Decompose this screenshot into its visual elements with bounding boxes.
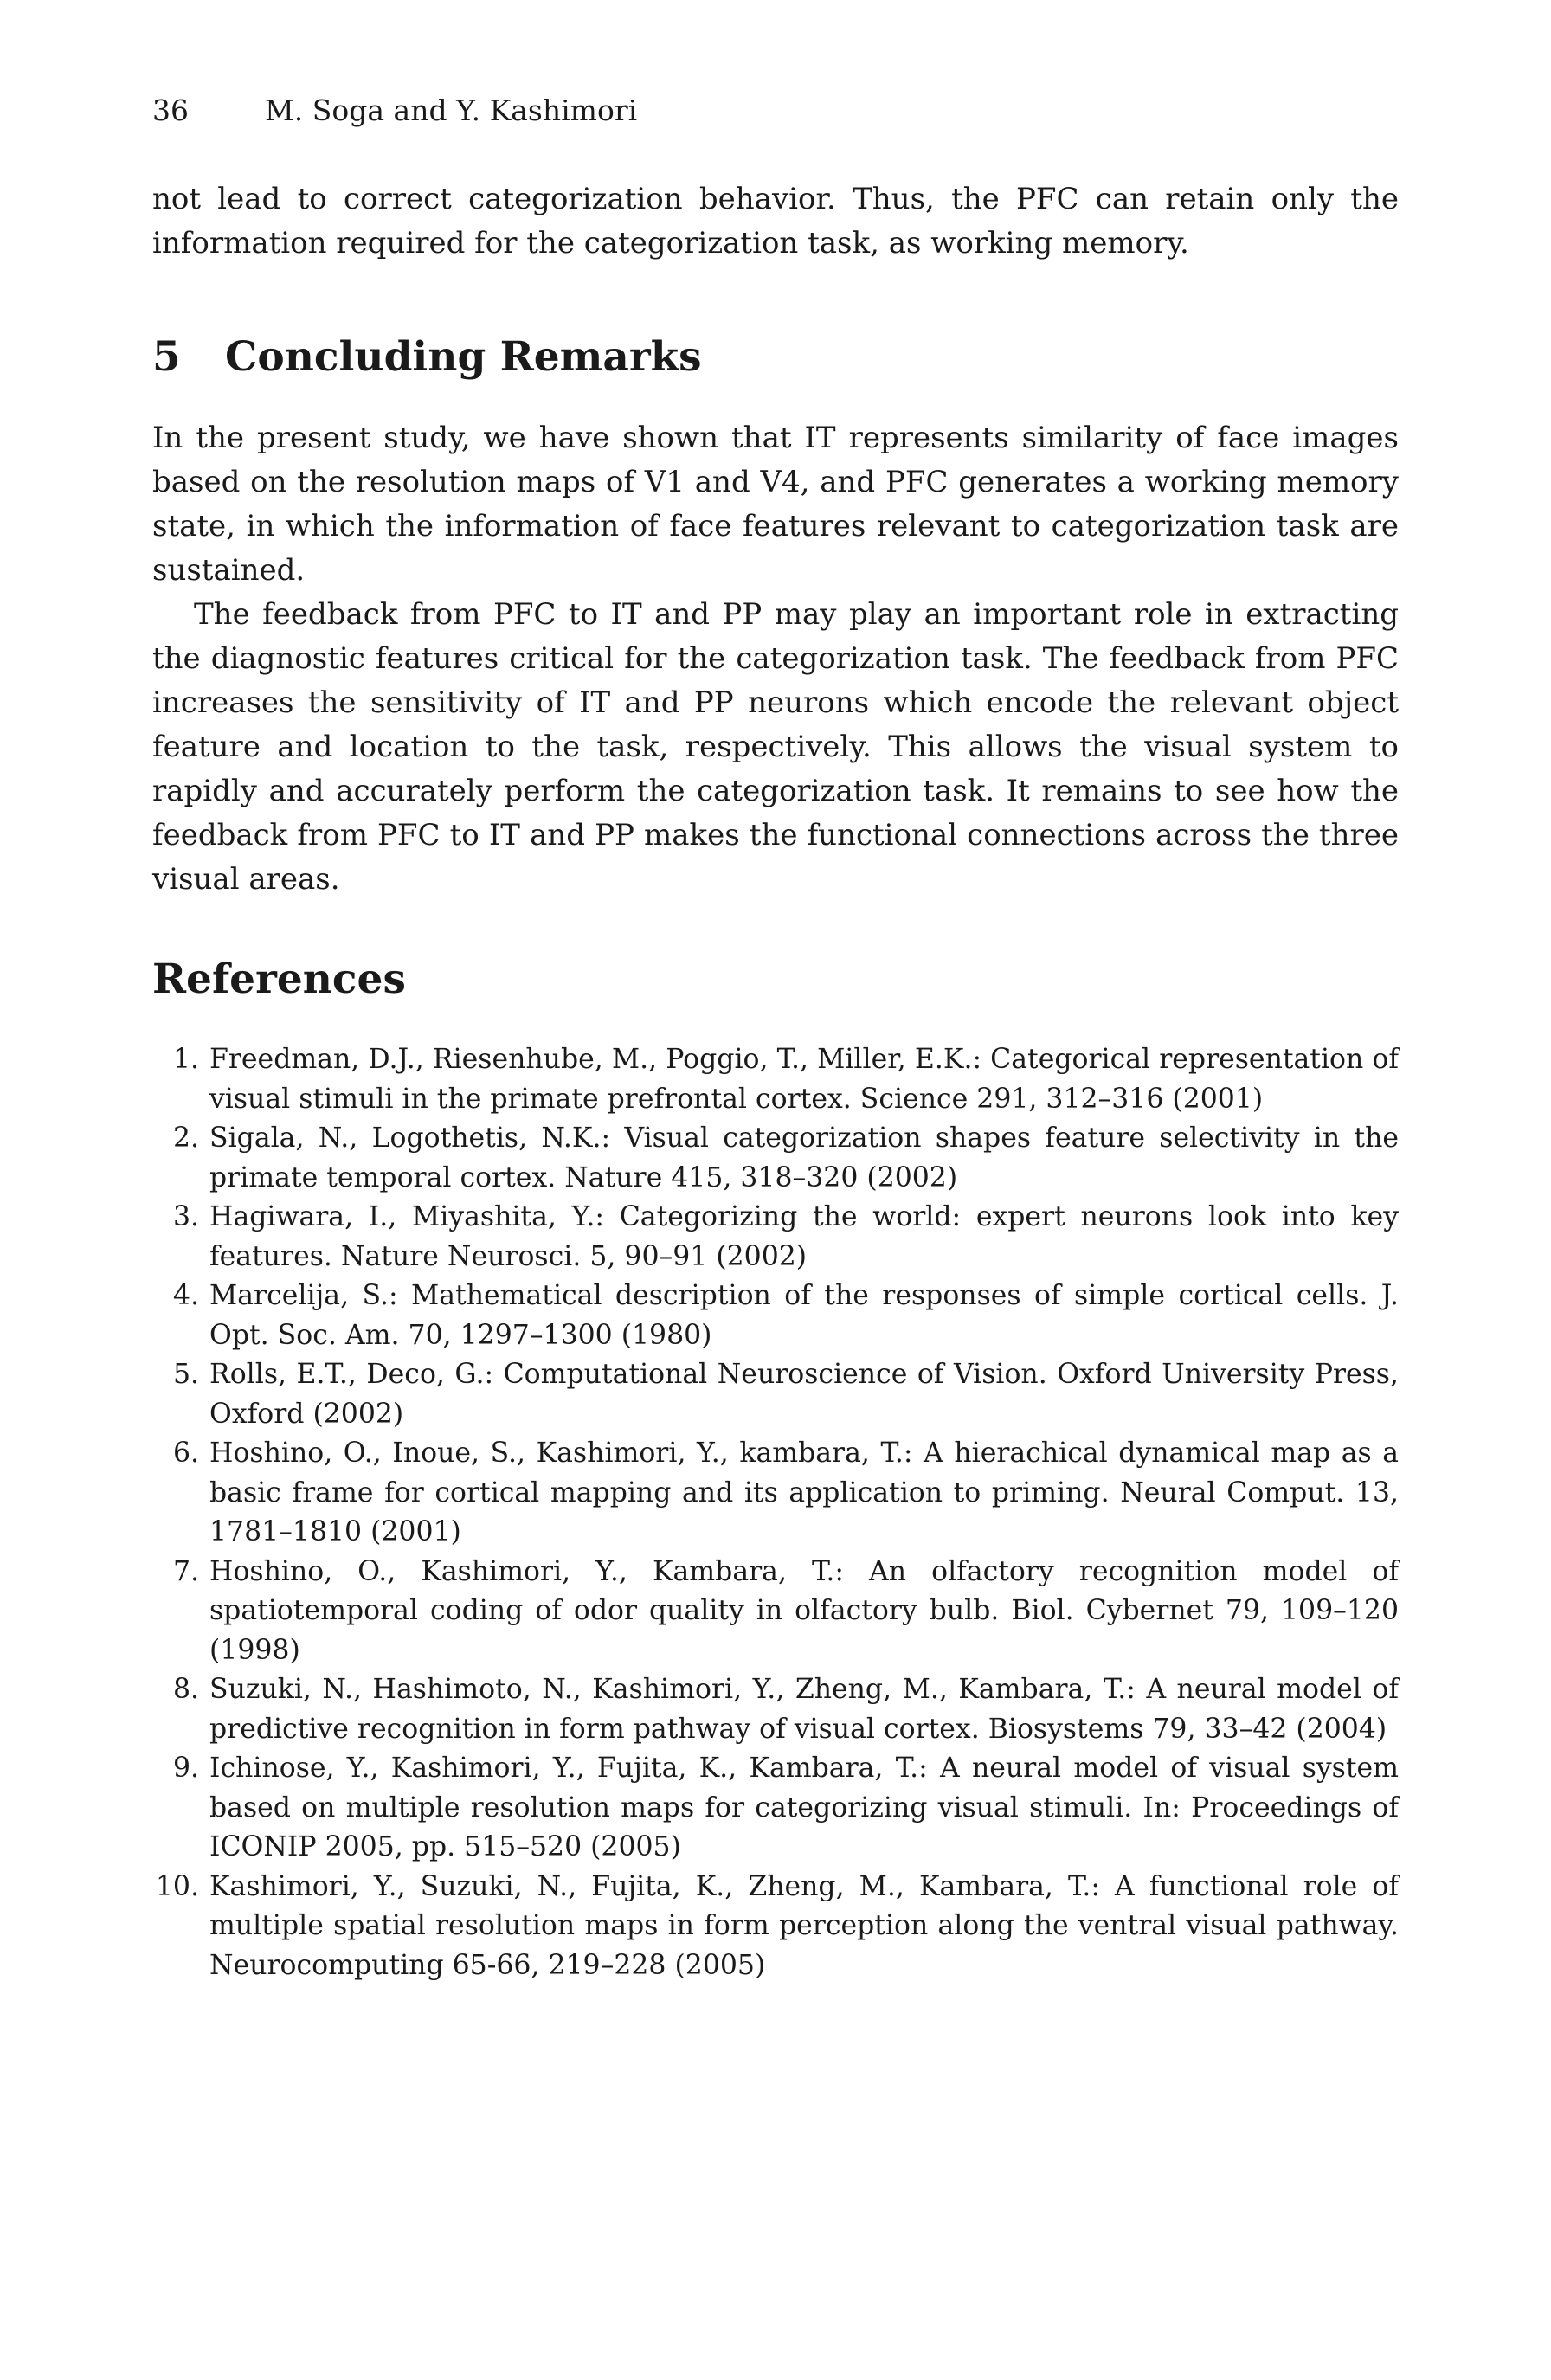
section-heading: [152, 331, 1399, 383]
reference-item: [152, 1198, 1399, 1277]
reference-text: Rolls, E.T., Deco, G.: Computational Neuroscience of Vision. Oxford University Press, Oxford (2002): [209, 1359, 1399, 1430]
body-paragraph: The feedback from PFC to IT and PP may play an important role in extracting the diagnostic features critical for the categorization task. The feedback from PFC increases the sensitivity of IT and PP neurons which encode the relevant object feature and location to the task, respectively. This allows the visual system to rapidly and accurately perform the categorization task. It remains to see how the feedback from PFC to IT and PP makes the functional connections across the three visual areas.: [152, 597, 1399, 897]
reference-item: [152, 1670, 1399, 1749]
reference-item: [152, 1355, 1399, 1434]
section-title: Concluding Remarks: [225, 333, 702, 381]
reference-item: [152, 1749, 1399, 1868]
reference-number: 9.: [172, 1753, 199, 1784]
reference-text: Hoshino, O., Kashimori, Y., Kambara, T.: An olfactory recognition model of spatiotemporal coding of odor quality in olfactory bulb. Biol. Cybernet 79, 109–120 (1998): [209, 1555, 1399, 1666]
running-head-authors: M. Soga and Y. Kashimori: [265, 93, 638, 127]
reference-text: Kashimori, Y., Suzuki, N., Fujita, K., Zheng, M., Kambara, T.: A functional role of multiple spatial resolution maps in form perception along the ventral visual pathway. Neurocomputing 65-66, 219–228 (2005): [209, 1870, 1399, 1981]
body-paragraph: In the present study, we have shown that IT represents similarity of face images based on the resolution maps of V1 and V4, and PFC generates a working memory state, in which the information of face features relevant to categorization task are sustained.: [152, 421, 1399, 588]
reference-item: [152, 1434, 1399, 1553]
reference-item: [152, 1119, 1399, 1198]
reference-text: Hoshino, O., Inoue, S., Kashimori, Y., kambara, T.: A hierachical dynamical map as a basic frame for cortical mapping and its application to priming. Neural Comput. 13, 1781–1810 (2001): [209, 1438, 1399, 1547]
reference-text: Freedman, D.J., Riesenhube, M., Poggio, T., Miller, E.K.: Categorical representation of visual stimuli in the primate prefrontal cortex. Science 291, 312–316 (2001): [209, 1044, 1399, 1115]
reference-text: Sigala, N., Logothetis, N.K.: Visual categorization shapes feature selectivity in the primate temporal cortex. Nature 415, 318–320 (2002): [209, 1122, 1399, 1193]
reference-item: [152, 1277, 1399, 1355]
reference-item: [152, 1553, 1399, 1671]
reference-number: 8.: [172, 1674, 199, 1705]
page-content: [152, 177, 1399, 1985]
reference-number: 2.: [172, 1122, 199, 1154]
reference-text: Marcelija, S.: Mathematical description of the responses of simple cortical cells. J. Opt. Soc. Am. 70, 1297–1300 (1980): [209, 1280, 1399, 1351]
reference-list: [152, 1040, 1399, 1985]
references-heading: References: [152, 955, 406, 1003]
page-number: 36: [152, 93, 189, 127]
reference-number: 4.: [172, 1280, 199, 1311]
reference-item: [152, 1040, 1399, 1119]
reference-text: Ichinose, Y., Kashimori, Y., Fujita, K., Kambara, T.: A neural model of visual system based on multiple resolution maps for categorizing visual stimuli. In: Proceedings of ICONIP 2005, pp. 515–520 (2005): [209, 1753, 1399, 1862]
section-number: 5: [152, 333, 181, 381]
reference-number: 6.: [172, 1438, 199, 1469]
running-head: [152, 93, 637, 128]
reference-number: 10.: [155, 1870, 199, 1902]
reference-text: Suzuki, N., Hashimoto, N., Kashimori, Y., Zheng, M., Kambara, T.: A neural model of predictive recognition in form pathway of visual cortex. Biosystems 79, 33–42 (2004): [209, 1674, 1399, 1745]
reference-number: 7.: [172, 1555, 199, 1587]
reference-number: 5.: [172, 1359, 199, 1390]
reference-item: [152, 1868, 1399, 1986]
intro-paragraph: not lead to correct categorization behavior. Thus, the PFC can retain only the information required for the categorization task, as working memory.: [152, 182, 1399, 261]
reference-number: 3.: [172, 1201, 199, 1232]
reference-text: Hagiwara, I., Miyashita, Y.: Categorizing the world: expert neurons look into key features. Nature Neurosci. 5, 90–91 (2002): [209, 1201, 1399, 1272]
reference-number: 1.: [172, 1044, 199, 1075]
